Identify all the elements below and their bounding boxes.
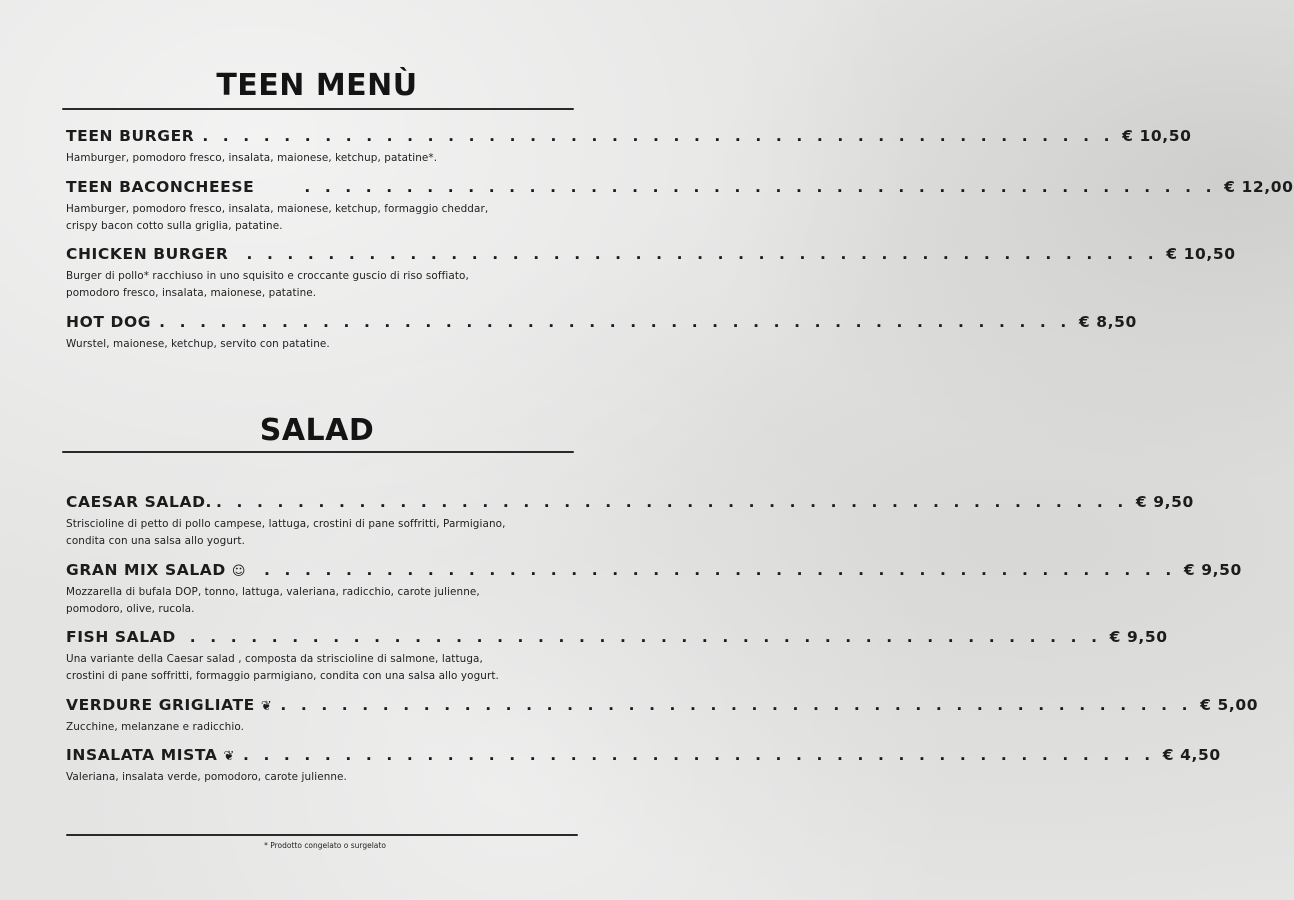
item-price: € 8,50: [1078, 313, 1137, 331]
item-name: TEEN BACONCHEESE: [66, 178, 255, 196]
item-description: Una variante della Caesar salad , composta da striscioline di salmone, lattuga, crostini di pane soffritti, formaggio parmigiano, condita con una salsa allo yogurt.: [66, 653, 499, 682]
section-title-salad: SALAD: [259, 413, 375, 448]
section-title-teen-menu: TEEN MENÙ: [216, 68, 418, 103]
footnote: * Prodotto congelato o surgelato: [264, 841, 386, 850]
item-price: € 9,50: [1135, 493, 1194, 511]
dot-leader: . . . . . . . . . . . . . . . . . . . . . . . . . . . . . . . . . . . . . . . . . . . . .: [189, 628, 1102, 646]
item-name: FISH SALAD: [66, 628, 176, 646]
item-description: Zucchine, melanzane e radicchio.: [66, 721, 245, 733]
menu-item-caesar-salad: [66, 493, 1194, 550]
item-name: CAESAR SALAD.: [66, 493, 213, 511]
section-divider: [62, 108, 574, 110]
item-description: Valeriana, insalata verde, pomodoro, carote julienne.: [66, 771, 347, 783]
item-name: TEEN BURGER: [66, 127, 195, 145]
item-name: GRAN MIX SALAD: [66, 561, 226, 579]
menu-item-gran-mix-salad: [66, 561, 1242, 618]
item-description: Hamburger, pomodoro fresco, insalata, maionese, ketchup, formaggio cheddar, crispy bacon cotto sulla griglia, patatine.: [66, 203, 489, 232]
dot-leader: . . . . . . . . . . . . . . . . . . . . . . . . . . . . . . . . . . . . . . . . . . . . .: [159, 313, 1071, 331]
menu-item-teen-baconcheese: [66, 178, 1294, 235]
item-price: € 5,00: [1200, 696, 1259, 714]
item-description: Hamburger, pomodoro fresco, insalata, maionese, ketchup, patatine*.: [66, 152, 438, 164]
item-name: VERDURE GRIGLIATE: [66, 696, 255, 714]
vegetarian-icon: ❦: [223, 749, 235, 764]
item-price: € 4,50: [1162, 746, 1221, 764]
dop-badge-icon: ☺: [231, 564, 247, 579]
footer-divider: [66, 834, 578, 836]
dot-leader: . . . . . . . . . . . . . . . . . . . . . . . . . . . . . . . . . . . . . . . . . . . . .: [216, 493, 1128, 511]
dot-leader: . . . . . . . . . . . . . . . . . . . . . . . . . . . . . . . . . . . . . . . . . . . . .: [304, 178, 1217, 196]
menu-item-hot-dog: [66, 313, 1137, 353]
dot-leader: . . . . . . . . . . . . . . . . . . . . . . . . . . . . . . . . . . . . . . . . . . . . .: [280, 696, 1193, 714]
menu-item-insalata-mista: [66, 746, 1221, 786]
section-divider: [62, 451, 574, 453]
item-name: HOT DOG: [66, 313, 152, 331]
menu-item-chicken-burger: [66, 245, 1236, 302]
dot-leader: . . . . . . . . . . . . . . . . . . . . . . . . . . . . . . . . . . . . . . . . . . . . .: [242, 746, 1155, 764]
item-price: € 9,50: [1109, 628, 1168, 646]
item-description: Wurstel, maionese, ketchup, servito con patatine.: [66, 338, 330, 350]
item-description: Mozzarella di bufala DOP, tonno, lattuga, valeriana, radicchio, carote julienne, pomodoro, olive, rucola.: [66, 586, 480, 615]
item-price: € 10,50: [1166, 245, 1236, 263]
menu-item-fish-salad: [66, 628, 1168, 685]
item-price: € 9,50: [1183, 561, 1242, 579]
item-description: Burger di pollo* racchiuso in uno squisito e croccante guscio di riso soffiato, pomodoro fresco, insalata, maionese, patatine.: [66, 270, 469, 299]
item-name: CHICKEN BURGER: [66, 245, 229, 263]
dot-leader: . . . . . . . . . . . . . . . . . . . . . . . . . . . . . . . . . . . . . . . . . . . . .: [246, 245, 1159, 263]
vegetarian-icon: ❦: [260, 699, 273, 714]
item-name: INSALATA MISTA: [66, 746, 218, 764]
menu-item-teen-burger: [66, 127, 1192, 167]
item-price: € 10,50: [1122, 127, 1192, 145]
dot-leader: . . . . . . . . . . . . . . . . . . . . . . . . . . . . . . . . . . . . . . . . . . . . .: [264, 561, 1176, 579]
dot-leader: . . . . . . . . . . . . . . . . . . . . . . . . . . . . . . . . . . . . . . . . . . . . .: [202, 127, 1115, 145]
item-description: Striscioline di petto di pollo campese, lattuga, crostini di pane soffritti, Parmigiano, condita con una salsa allo yogurt.: [66, 518, 506, 547]
menu-item-verdure-grigliate: [66, 696, 1259, 736]
item-price: € 12,00: [1224, 178, 1294, 196]
